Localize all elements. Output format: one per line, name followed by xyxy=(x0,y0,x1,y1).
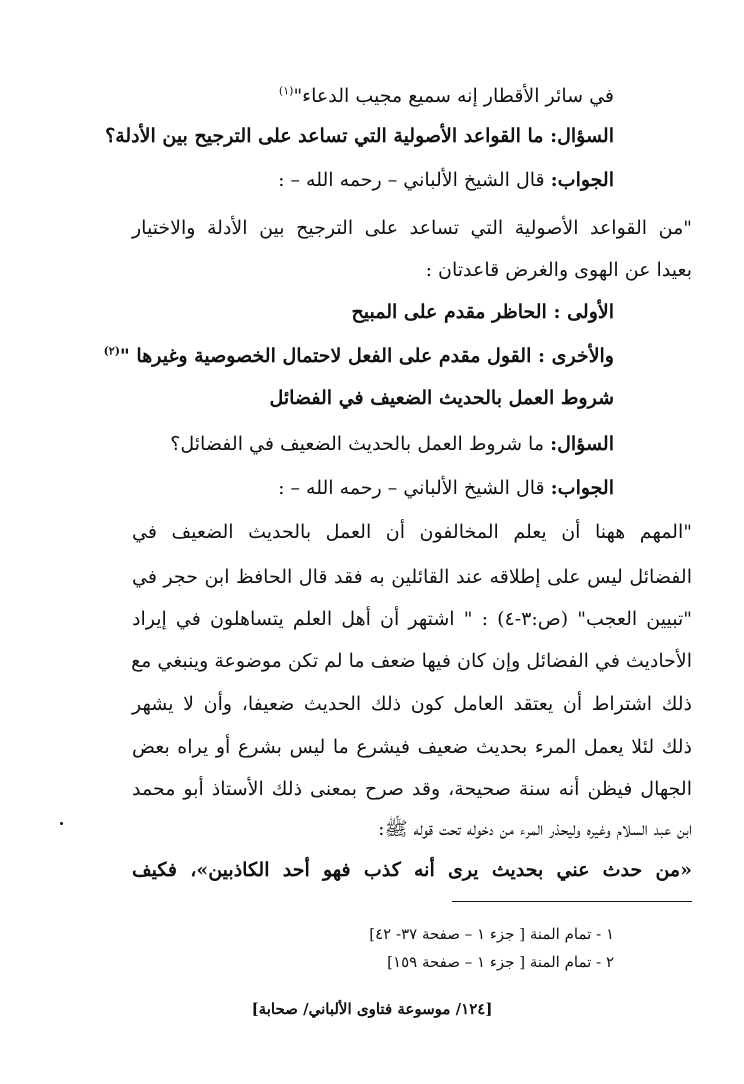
answer-label: الجواب: xyxy=(550,169,614,191)
question-label: السؤال: xyxy=(550,433,614,455)
text-line: «من حدث عني بحديث يرى أنه كذب فهو أحد الكاذبين»، فكيف xyxy=(132,859,692,881)
text-line: الأولى : الحاظر مقدم على المبيح xyxy=(351,301,614,323)
answer-label: الجواب: xyxy=(550,477,614,499)
footnote: ٢ - تمام المنة [ جزء ١ – صفحة ١٥٩] xyxy=(387,953,614,971)
answer-line xyxy=(134,476,614,500)
text-line xyxy=(134,84,614,108)
line-text: في سائر الأقطار إنه سميع مجيب الدعاء" xyxy=(293,85,614,107)
text-line: ذلك لئلا يعمل المرء بحديث ضعيف فيشرع ما ليس بشرع أو يراه بعض xyxy=(132,736,692,758)
page-footer: [١٢٤/ موسوعة فتاوى الألباني/ صحابة] xyxy=(251,1000,493,1018)
question-text: ما القواعد الأصولية التي تساعد على الترجيح بين الأدلة؟ xyxy=(105,125,551,147)
text-line: الفضائل ليس على إطلاقه عند القائلين به فقد قال الحافظ ابن حجر في xyxy=(132,566,692,588)
footnote-separator xyxy=(452,901,692,902)
text-line: بعيدا عن الهوى والغرض قاعدتان : xyxy=(425,259,692,281)
question-line xyxy=(134,432,614,456)
text-line xyxy=(103,344,614,368)
question-line xyxy=(105,124,614,148)
footnote-ref: (٢) xyxy=(103,344,120,358)
text-line: "من القواعد الأصولية التي تساعد على الترجيح بين الأدلة والاختيار xyxy=(132,217,692,239)
footnote: ١ - تمام المنة [ جزء ١ – صفحة ٣٧- ٤٢] xyxy=(369,925,614,943)
stray-dot xyxy=(60,822,63,825)
answer-text: قال الشيخ الألباني – رحمه الله – : xyxy=(278,169,551,191)
text-line: ذلك اشتراط أن يعتقد العامل كون ذلك الحديث ضعيفا، وأن لا يشهر xyxy=(132,693,692,715)
footnote-ref: (١) xyxy=(278,84,294,98)
text-line: "تبيين العجب" (ص:٣-٤) : " اشتهر أن أهل العلم يتساهلون في إيراد xyxy=(132,608,693,630)
text-line: الأحاديث في الفضائل وإن كان فيها ضعف ما لم تكن موضوعة وينبغي مع xyxy=(131,650,692,672)
text-line: ابن عبد السلام وغيره وليحذر المرء من دخوله تحت قوله ﷺ: xyxy=(378,818,692,840)
answer-line xyxy=(134,168,614,192)
text-line: "المهم ههنا أن يعلم المخالفون أن العمل بالحديث الضعيف في xyxy=(132,521,692,543)
question-label: السؤال: xyxy=(550,125,614,147)
text-line: الجهال فيظن أنه سنة صحيحة، وقد صرح بمعنى ذلك الأستاذ أبو محمد xyxy=(132,778,692,800)
answer-text: قال الشيخ الألباني – رحمه الله – : xyxy=(278,477,551,499)
question-text: ما شروط العمل بالحديث الضعيف في الفضائل؟ xyxy=(170,433,551,455)
line-text: والأخرى : القول مقدم على الفعل لاحتمال الخصوصية وغيرها " xyxy=(119,345,614,367)
section-heading: شروط العمل بالحديث الضعيف في الفضائل xyxy=(269,387,614,409)
